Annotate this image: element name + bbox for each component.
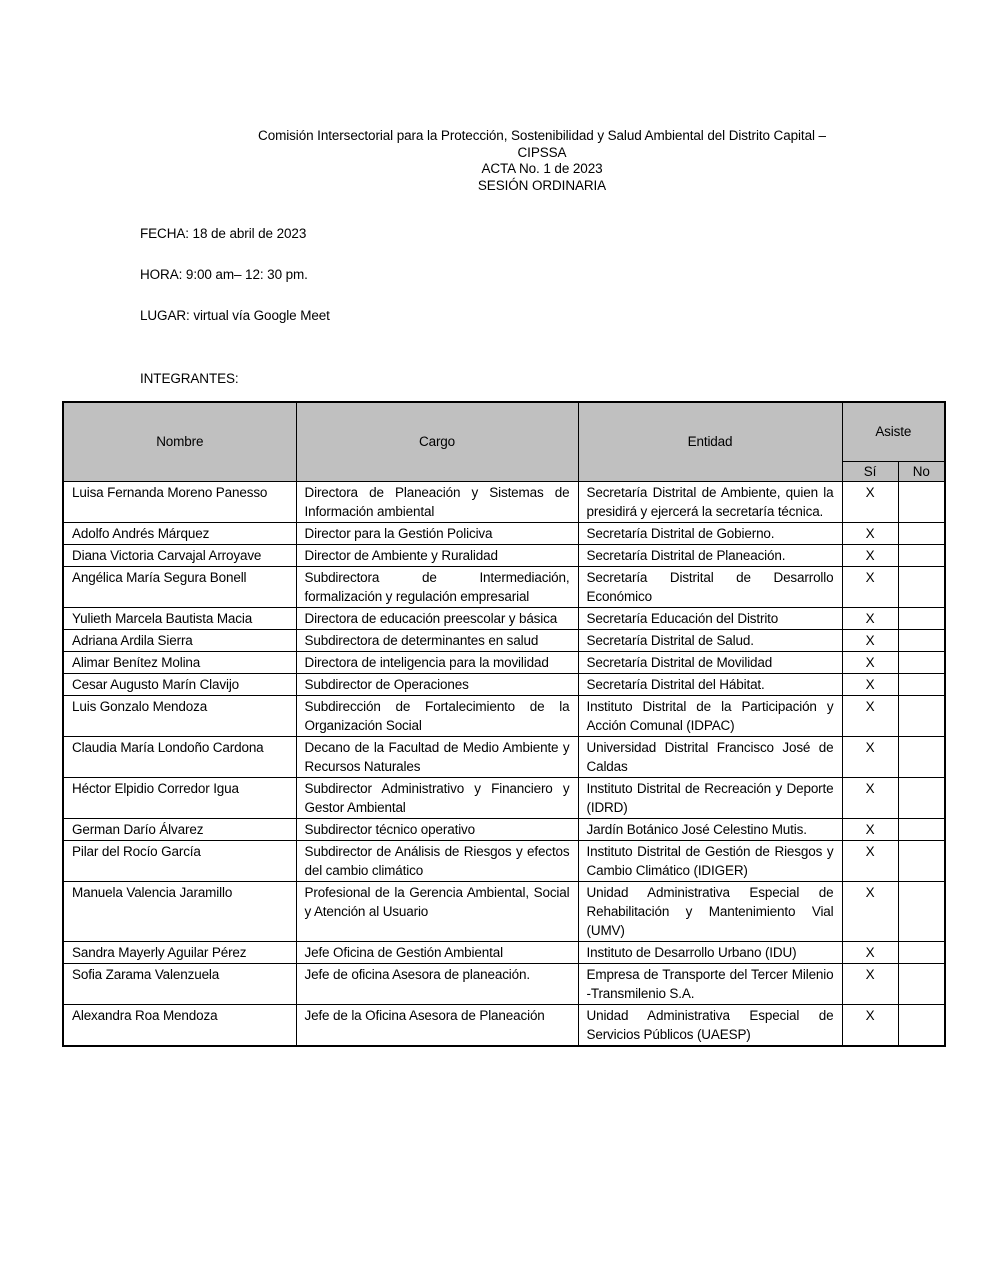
- cell-entidad: Secretaría Distrital del Hábitat.: [578, 673, 842, 695]
- table-row: [63, 522, 945, 544]
- cell-nombre: Cesar Augusto Marín Clavijo: [63, 673, 296, 695]
- table-row: [63, 651, 945, 673]
- cell-asiste-no: [898, 651, 945, 673]
- cell-asiste-si: X: [842, 481, 898, 522]
- cell-asiste-no: [898, 818, 945, 840]
- cell-asiste-no: [898, 941, 945, 963]
- cell-cargo: Decano de la Facultad de Medio Ambiente y Recursos Naturales: [296, 736, 578, 777]
- column-header-cargo: Cargo: [296, 402, 578, 481]
- cell-asiste-no: [898, 881, 945, 941]
- cell-cargo: Subdirector de Análisis de Riesgos y efectos del cambio climático: [296, 840, 578, 881]
- cell-nombre: Manuela Valencia Jaramillo: [63, 881, 296, 941]
- table-row: [63, 629, 945, 651]
- cell-cargo: Subdirector de Operaciones: [296, 673, 578, 695]
- integrantes-table: [62, 401, 946, 1047]
- cell-asiste-no: [898, 544, 945, 566]
- cell-entidad: Secretaría Educación del Distrito: [578, 607, 842, 629]
- cell-asiste-no: [898, 522, 945, 544]
- cell-asiste-si: X: [842, 522, 898, 544]
- cell-cargo: Subdirector técnico operativo: [296, 818, 578, 840]
- table-row: [63, 481, 945, 522]
- table-header: [63, 402, 945, 481]
- cell-nombre: Sofia Zarama Valenzuela: [63, 963, 296, 1004]
- cell-asiste-no: [898, 777, 945, 818]
- cell-nombre: Pilar del Rocío García: [63, 840, 296, 881]
- cell-nombre: Luisa Fernanda Moreno Panesso: [63, 481, 296, 522]
- lugar-line: LUGAR: virtual vía Google Meet: [140, 308, 330, 323]
- cell-entidad: Secretaría Distrital de Desarrollo Económico: [578, 566, 842, 607]
- cell-entidad: Instituto Distrital de la Participación y Acción Comunal (IDPAC): [578, 695, 842, 736]
- cell-asiste-no: [898, 840, 945, 881]
- table-row: [63, 840, 945, 881]
- cell-nombre: Diana Victoria Carvajal Arroyave: [63, 544, 296, 566]
- cell-nombre: Alimar Benítez Molina: [63, 651, 296, 673]
- cell-asiste-si: X: [842, 673, 898, 695]
- cell-asiste-si: X: [842, 818, 898, 840]
- cell-asiste-si: X: [842, 544, 898, 566]
- cell-nombre: Adolfo Andrés Márquez: [63, 522, 296, 544]
- table-row: [63, 941, 945, 963]
- cell-entidad: Instituto Distrital de Gestión de Riesgos y Cambio Climático (IDIGER): [578, 840, 842, 881]
- table-row: [63, 673, 945, 695]
- cell-asiste-no: [898, 963, 945, 1004]
- cell-asiste-si: X: [842, 777, 898, 818]
- table-row: [63, 566, 945, 607]
- cell-entidad: Secretaría Distrital de Planeación.: [578, 544, 842, 566]
- integrantes-label: INTEGRANTES:: [140, 371, 239, 386]
- cell-asiste-no: [898, 736, 945, 777]
- cell-cargo: Subdirectora de Intermediación, formalización y regulación empresarial: [296, 566, 578, 607]
- table-row: [63, 607, 945, 629]
- cell-asiste-no: [898, 673, 945, 695]
- cell-nombre: Yulieth Marcela Bautista Macia: [63, 607, 296, 629]
- cell-asiste-si: X: [842, 1004, 898, 1046]
- cell-entidad: Universidad Distrital Francisco José de Caldas: [578, 736, 842, 777]
- cell-entidad: Instituto de Desarrollo Urbano (IDU): [578, 941, 842, 963]
- cell-cargo: Jefe Oficina de Gestión Ambiental: [296, 941, 578, 963]
- table-row: [63, 818, 945, 840]
- cell-cargo: Directora de inteligencia para la movilidad: [296, 651, 578, 673]
- cell-asiste-no: [898, 566, 945, 607]
- cell-nombre: German Darío Álvarez: [63, 818, 296, 840]
- table-row: [63, 963, 945, 1004]
- cell-entidad: Secretaría Distrital de Gobierno.: [578, 522, 842, 544]
- hora-line: HORA: 9:00 am– 12: 30 pm.: [140, 267, 308, 282]
- cell-asiste-si: X: [842, 941, 898, 963]
- column-header-nombre: Nombre: [63, 402, 296, 481]
- cell-asiste-no: [898, 607, 945, 629]
- cell-cargo: Jefe de oficina Asesora de planeación.: [296, 963, 578, 1004]
- cell-asiste-si: X: [842, 840, 898, 881]
- cell-entidad: Secretaría Distrital de Ambiente, quien la presidirá y ejercerá la secretaría técnica.: [578, 481, 842, 522]
- table-row: [63, 777, 945, 818]
- cell-nombre: Luis Gonzalo Mendoza: [63, 695, 296, 736]
- title-line-4: SESIÓN ORDINARIA: [477, 177, 607, 193]
- title-line-1: Comisión Intersectorial para la Protección, Sostenibilidad y Salud Ambiental del Distrito Capital –: [258, 128, 826, 143]
- cell-entidad: Secretaría Distrital de Salud.: [578, 629, 842, 651]
- cell-nombre: Adriana Ardila Sierra: [63, 629, 296, 651]
- cell-asiste-no: [898, 1004, 945, 1046]
- cell-asiste-si: X: [842, 881, 898, 941]
- cell-entidad: Secretaría Distrital de Movilidad: [578, 651, 842, 673]
- cell-asiste-si: X: [842, 695, 898, 736]
- table-body: [63, 481, 945, 1046]
- cell-asiste-si: X: [842, 566, 898, 607]
- document-title: [140, 128, 944, 194]
- cell-nombre: Claudia María Londoño Cardona: [63, 736, 296, 777]
- cell-cargo: Subdirectora de determinantes en salud: [296, 629, 578, 651]
- cell-entidad: Unidad Administrativa Especial de Servicios Públicos (UAESP): [578, 1004, 842, 1046]
- cell-asiste-si: X: [842, 736, 898, 777]
- column-header-no: No: [898, 461, 945, 481]
- cell-nombre: Sandra Mayerly Aguilar Pérez: [63, 941, 296, 963]
- column-header-asiste: Asiste: [842, 402, 945, 461]
- column-header-entidad: Entidad: [578, 402, 842, 481]
- cell-asiste-si: X: [842, 651, 898, 673]
- cell-asiste-no: [898, 695, 945, 736]
- title-line-2: CIPSSA: [517, 144, 567, 160]
- cell-cargo: Jefe de la Oficina Asesora de Planeación: [296, 1004, 578, 1046]
- cell-asiste-si: X: [842, 963, 898, 1004]
- cell-asiste-si: X: [842, 607, 898, 629]
- cell-asiste-no: [898, 481, 945, 522]
- column-header-si: Sí: [842, 461, 898, 481]
- table-row: [63, 1004, 945, 1046]
- fecha-line: FECHA: 18 de abril de 2023: [140, 226, 307, 241]
- cell-cargo: Directora de Planeación y Sistemas de Información ambiental: [296, 481, 578, 522]
- table-row: [63, 695, 945, 736]
- cell-entidad: Empresa de Transporte del Tercer Milenio -Transmilenio S.A.: [578, 963, 842, 1004]
- cell-asiste-no: [898, 629, 945, 651]
- cell-asiste-si: X: [842, 629, 898, 651]
- table-row: [63, 544, 945, 566]
- table-row: [63, 736, 945, 777]
- cell-nombre: Angélica María Segura Bonell: [63, 566, 296, 607]
- cell-entidad: Jardín Botánico José Celestino Mutis.: [578, 818, 842, 840]
- cell-entidad: Unidad Administrativa Especial de Rehabilitación y Mantenimiento Vial (UMV): [578, 881, 842, 941]
- cell-cargo: Profesional de la Gerencia Ambiental, Social y Atención al Usuario: [296, 881, 578, 941]
- cell-entidad: Instituto Distrital de Recreación y Deporte (IDRD): [578, 777, 842, 818]
- cell-nombre: Héctor Elpidio Corredor Igua: [63, 777, 296, 818]
- cell-cargo: Director de Ambiente y Ruralidad: [296, 544, 578, 566]
- cell-cargo: Director para la Gestión Policiva: [296, 522, 578, 544]
- cell-cargo: Directora de educación preescolar y básica: [296, 607, 578, 629]
- cell-nombre: Alexandra Roa Mendoza: [63, 1004, 296, 1046]
- title-line-3: ACTA No. 1 de 2023: [481, 161, 603, 176]
- table-row: [63, 881, 945, 941]
- cell-cargo: Subdirección de Fortalecimiento de la Organización Social: [296, 695, 578, 736]
- cell-cargo: Subdirector Administrativo y Financiero y Gestor Ambiental: [296, 777, 578, 818]
